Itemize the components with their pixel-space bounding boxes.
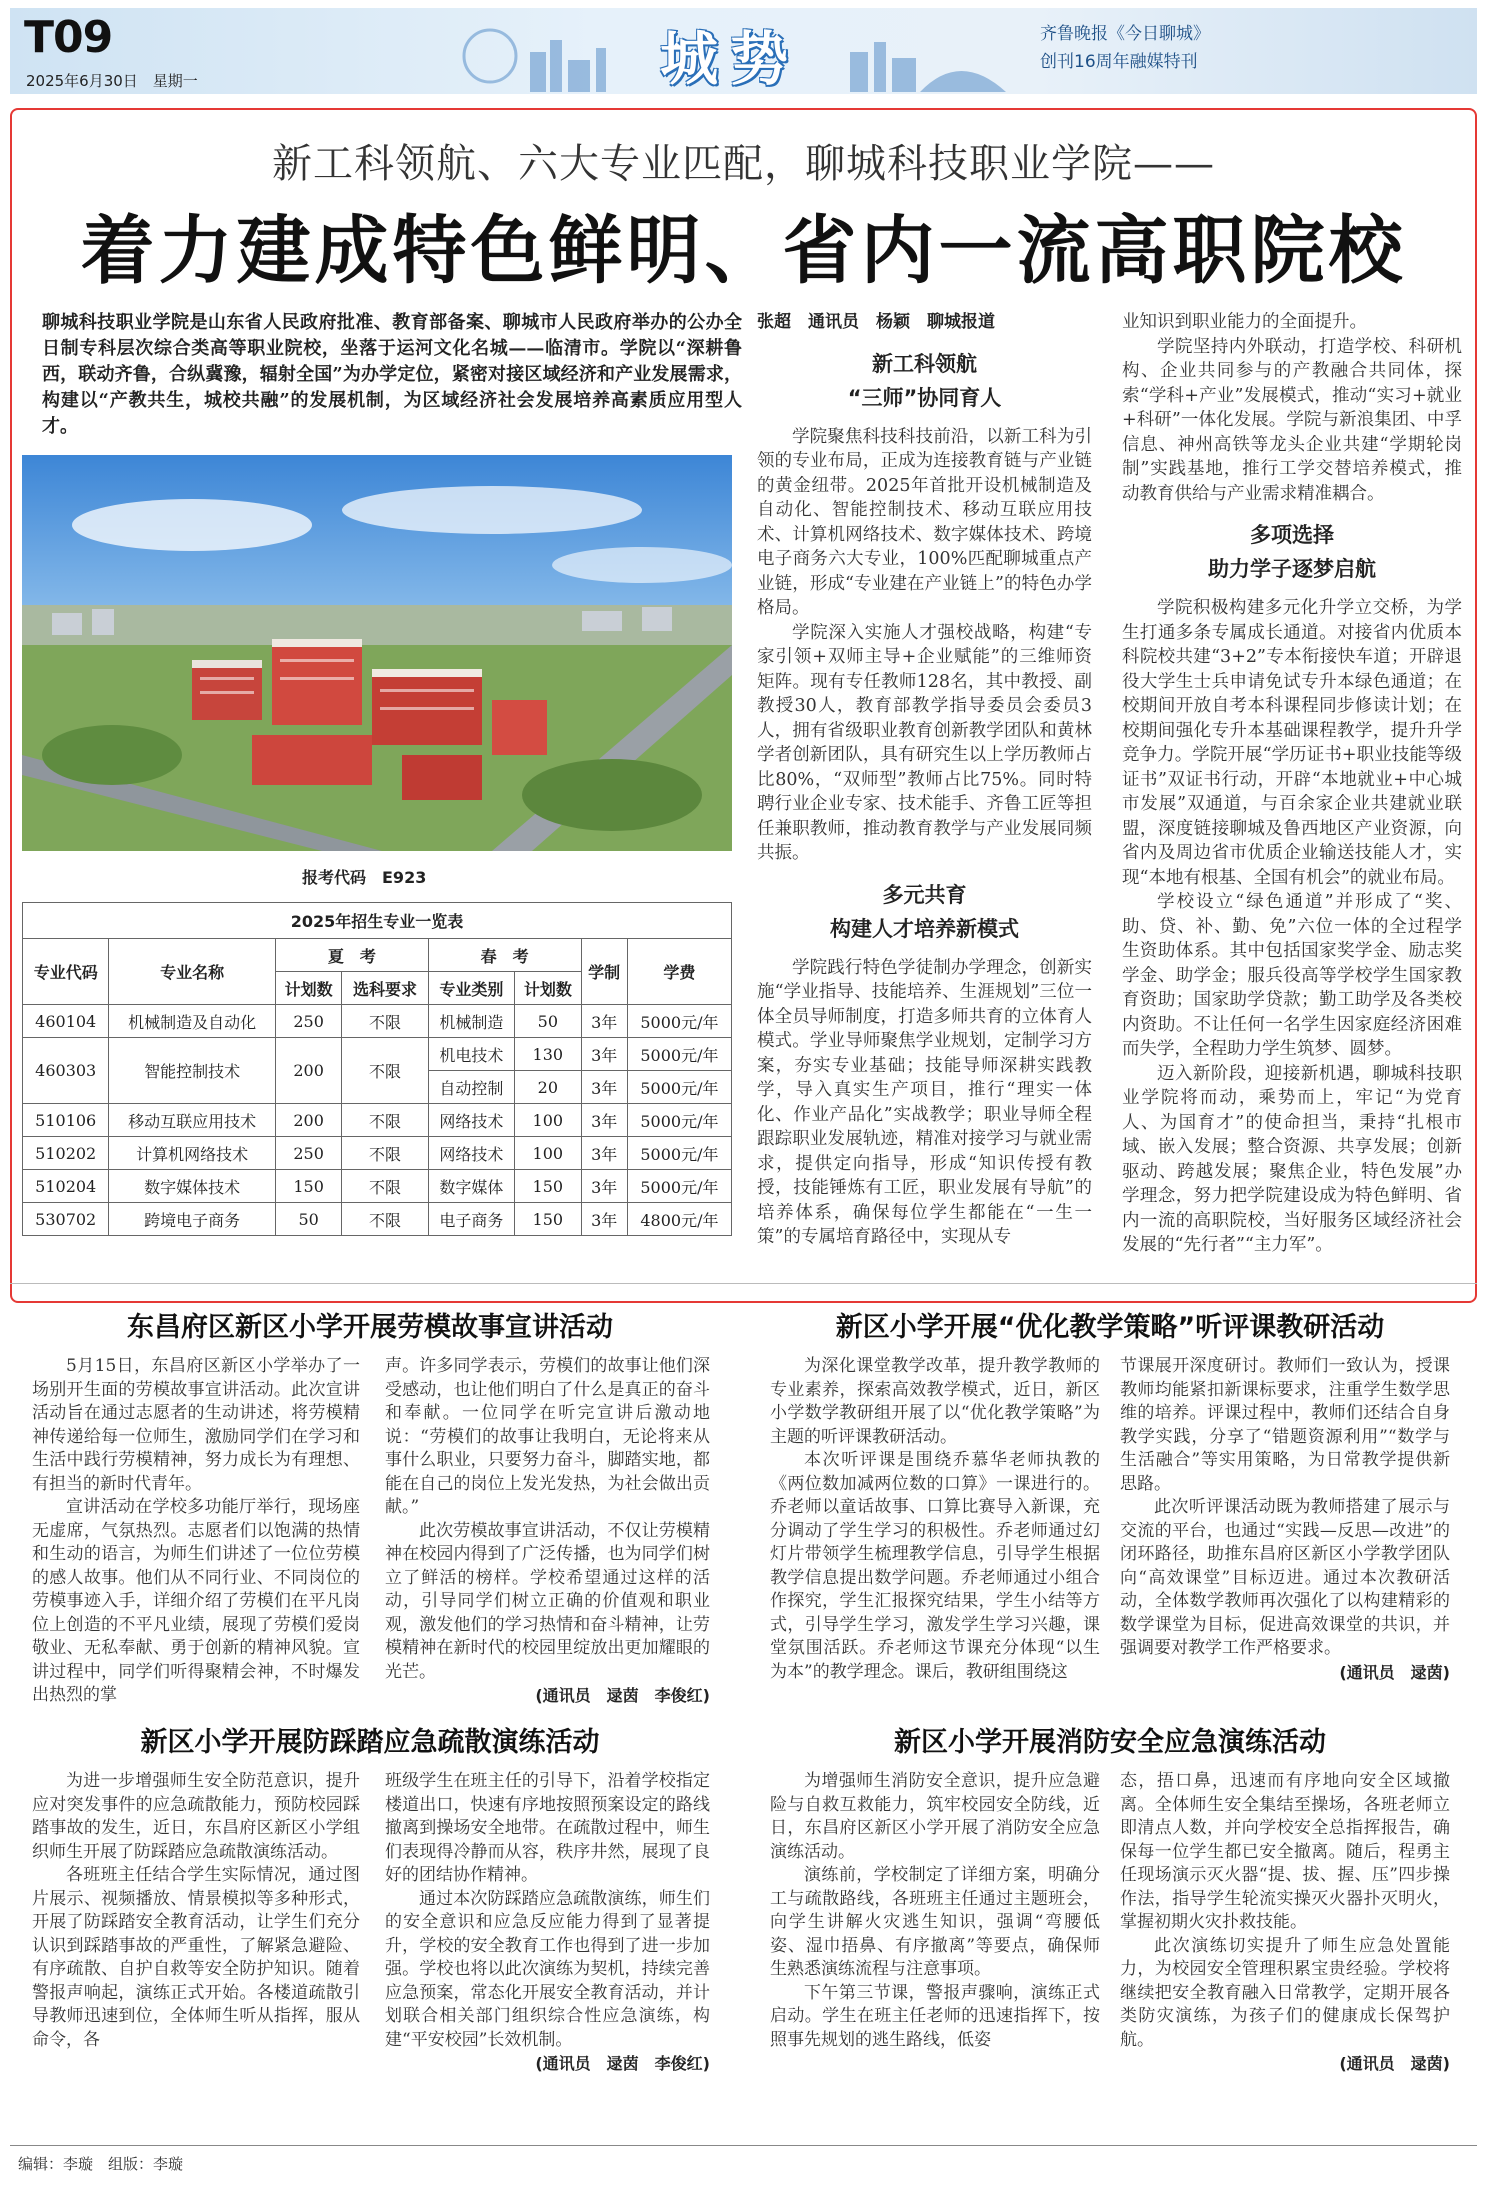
cell-cplan: 100 — [515, 1104, 581, 1137]
cell-req: 不限 — [342, 1137, 428, 1170]
cell-cat: 机械制造 — [428, 1005, 514, 1038]
article-1-col-2 — [385, 1355, 710, 1708]
table-row — [23, 1170, 732, 1203]
cell-xplan: 50 — [275, 1203, 341, 1236]
cell-xplan: 200 — [275, 1104, 341, 1137]
paragraph: 此次演练切实提升了师生应急处置能力，为校园安全管理积累宝贵经验。学校将继续把安全教育融入日常教学，定期开展各类防灾演练，为孩子们的健康成长保驾护航。 — [1120, 1935, 1450, 2050]
section-heading-2 — [757, 878, 1092, 946]
paragraph: 学院聚焦科技科技前沿，以新工科为引领的专业布局，正成为连接教育链与产业链的黄金纽带。2025年首批开设机械制造及自动化、智能控制技术、移动互联应用技术、计算机网络技术、数字媒体技术、跨境电子商务六大专业，100%匹配聊城重点产业链，形成“专业建在产业链上”的特色办学格局。 — [757, 426, 1092, 618]
table-caption: 2025年招生专业一览表 — [23, 903, 732, 939]
cell-req: 不限 — [342, 1203, 428, 1236]
feature-lead: 聊城科技职业学院是山东省人民政府批准、教育部备案、聊城市人民政府举办的公办全日制专科层次综合类高等职业院校，坐落于运河文化名城——临清市。学院以“深耕鲁西，联动齐鲁，合纵冀豫，辐射全国”为办学定位，紧密对接区域经济和产业发展需求，构建以“产教共生，城校共融”的发展机制，为区域经济社会发展培养高素质应用型人才。 — [42, 312, 742, 437]
feature-byline: 张超 通讯员 杨颖 聊城报道 — [757, 312, 995, 332]
cell-code: 510204 — [23, 1170, 109, 1203]
paragraph: 为增强师生消防安全意识，提升应急避险与自救互救能力，筑牢校园安全防线，近日，东昌府区新区小学开展了消防安全应急演练活动。 — [770, 1771, 1100, 1862]
paragraph: 态，捂口鼻，迅速而有序地向安全区域撤离。全体师生安全集结至操场，各班老师立即清点人数，并向学校安全总指挥报告，确保每一位学生都已安全撤离。随后，程勇主任现场演示灭火器“提、拔、握、压”四步操作法，指导学生轮流实操灭火器扑灭明火，掌握初期火灾扑救技能。 — [1120, 1771, 1450, 1932]
article-1-col-1 — [32, 1355, 360, 1708]
cell-xplan: 200 — [275, 1038, 341, 1104]
feature-article — [10, 108, 1477, 1303]
cell-cplan: 150 — [515, 1203, 581, 1236]
cell-fee: 5000元/年 — [627, 1005, 731, 1038]
table-row — [23, 1104, 732, 1137]
cell-fee: 5000元/年 — [627, 1104, 731, 1137]
paragraph: 学院积极构建多元化升学立交桥，为学生打通多条专属成长通道。对接省内优质本科院校共建“3+2”专本衔接快车道；开辟退役大学生士兵申请免试专升本绿色通道；在校期间开放自考本科课程同步修读计划；在校期间强化专升本基础课程教学，提升升学竞争力。学院开展“学历证书+职业技能等级证书”双证书行动，开辟“本地就业+中心城市发展”双通道，与百余家企业共建就业联盟，深度链接聊城及鲁西地区产业资源，向省内及周边省市优质企业输送技能人才，实现“本地有根基、全国有机会”的就业布局。 — [1122, 598, 1462, 888]
article-4-signature: (通讯员 逯茵) — [1339, 2054, 1450, 2073]
page-number: T09 — [24, 12, 113, 63]
paragraph: 学院坚持内外联动，打造学校、科研机构、企业共同参与的产教融合共同体，探索“学科+产业”发展模式，推动“实习+就业+科研”一体化发展。学院与新浪集团、中孚信息、神州高铁等龙头企业共建“学期轮岗制”实践基地，推行工学交替培养模式，推动教育供给与产业需求精准耦合。 — [1122, 336, 1462, 504]
cell-req: 不限 — [342, 1104, 428, 1137]
table-row — [23, 1203, 732, 1236]
paragraph: 为深化课堂教学改革，提升教学教师的专业素养，探索高效教学模式，近日，新区小学数学教研组开展了以“优化教学策略”为主题的听评课教研活动。 — [770, 1356, 1100, 1447]
enrollment-code: 报考代码 E923 — [302, 868, 427, 887]
cell-fee: 5000元/年 — [627, 1038, 731, 1071]
section-heading-1-line1: 新工科领航 — [872, 351, 977, 376]
cell-code: 530702 — [23, 1203, 109, 1236]
col-header-plan: 计划数 — [275, 972, 341, 1005]
article-2-col-1 — [770, 1355, 1100, 1684]
section-heading-2-line1: 多元共育 — [882, 882, 967, 907]
paragraph: 为进一步增强师生安全防范意识，提升应对突发事件的应急疏散能力，预防校园踩踏事故的发生，近日，东昌府区新区小学组织师生开展了防踩踏应急疏散演练活动。 — [32, 1771, 360, 1862]
cell-xplan: 250 — [275, 1005, 341, 1038]
paragraph: 学校设立“绿色通道”并形成了“奖、助、贷、补、勤、免”六位一体的全过程学生资助体系。其中包括国家奖学金、励志奖学金、助学金；服兵役高等学校学生国家教育资助；国家助学贷款；勤工助学及各类校内资助。不让任何一名学生因家庭经济困难而失学，全程助力学生筑梦、圆梦。 — [1122, 892, 1462, 1059]
paragraph: 此次听评课活动既为教师搭建了展示与交流的平台，也通过“实践—反思—改进”的闭环路径，助推东昌府区新区小学教学团队向“高效课堂”目标迈进。通过本次教研活动，全体数学教师再次强化了以构建精彩的数学课堂为目标，促进高效课堂的共识，并强调要对教学工作严格要求。 — [1120, 1497, 1450, 1658]
cell-code: 460104 — [23, 1005, 109, 1038]
campus-aerial-photo — [22, 455, 732, 851]
paragraph: 各班班主任结合学生实际情况，通过图片展示、视频播放、情景模拟等多种形式，开展了防踩踏安全教育活动，让学生们充分认识到踩踏事故的严重性，了解紧急避险、有序疏散、自护自救等安全防护知识。随着警报声响起，演练正式开始。各楼道疏散引导教师迅速到位，全体师生听从指挥，服从命令，各 — [32, 1865, 360, 2050]
article-3-col-2 — [385, 1770, 710, 2076]
article-1-signature: (通讯员 逯茵 李俊红) — [535, 1686, 710, 1705]
cell-cat: 电子商务 — [428, 1203, 514, 1236]
col-header-name: 专业名称 — [109, 939, 276, 1005]
paragraph: 演练前，学校制定了详细方案，明确分工与疏散路线，各班班主任通过主题班会，向学生讲解火灾逃生知识，强调“弯腰低姿、湿巾捂鼻、有序撤离”等要点，确保师生熟悉演练流程与注意事项。 — [770, 1865, 1100, 1979]
section-heading-2-line2: 构建人才培养新模式 — [830, 916, 1019, 941]
paragraph: 学院深入实施人才强校战略，构建“专家引领+双师主导+企业赋能”的三维师资矩阵。现有专任教师128名，其中教授、副教授30人，教育部教学指导委员会委员3人，拥有省级职业教育创新教学团队和黄林学者创新团队，具有研究生以上学历教师占比80%，“双师型”教师占比75%。同时特聘行业企业专家、技术能手、齐鲁工匠等担任兼职教师，推动教育教学与产业发展同频共振。 — [757, 622, 1092, 863]
cell-fee: 5000元/年 — [627, 1137, 731, 1170]
cell-req: 不限 — [342, 1005, 428, 1038]
paragraph: 业知识到职业能力的全面提升。 — [1122, 312, 1367, 332]
cell-code: 510106 — [23, 1104, 109, 1137]
cell-cplan: 20 — [515, 1071, 581, 1104]
cell-name: 机械制造及自动化 — [109, 1005, 276, 1038]
col-header-cat: 专业类别 — [428, 972, 514, 1005]
paper-info — [1040, 20, 1210, 76]
paragraph: 节课展开深度研讨。教师们一致认为，授课教师均能紧扣新课标要求，注重学生数学思维的培养。评课过程中，教师们还结合自身教学实践，分享了“错题资源利用”“数学与生活融合”等实用策略，为日常教学提供新思路。 — [1120, 1356, 1450, 1494]
enrollment-table — [22, 902, 732, 1236]
table-row — [23, 1038, 732, 1071]
feature-headline: 着力建成特色鲜明、省内一流高职院校 — [80, 208, 1407, 294]
cell-xplan: 250 — [275, 1137, 341, 1170]
cell-fee: 5000元/年 — [627, 1071, 731, 1104]
section-heading-3-line1: 多项选择 — [1250, 523, 1334, 547]
article-4-col-1 — [770, 1770, 1100, 2052]
col-header-fee: 学费 — [627, 939, 731, 1005]
paragraph: 此次劳模故事宣讲活动，不仅让劳模精神在校园内得到了广泛传播，也为同学们树立了鲜活的榜样。学校希望通过这样的活动，引导同学们树立正确的价值观和职业观，激发他们的学习热情和奋斗精神，让劳模精神在新时代的校园里绽放出更加耀眼的光芒。 — [385, 1520, 710, 1682]
feature-column-3 — [1122, 310, 1462, 1258]
cell-cplan: 150 — [515, 1170, 581, 1203]
cell-cplan: 130 — [515, 1038, 581, 1071]
cell-years: 3年 — [581, 1038, 627, 1071]
cell-name: 数字媒体技术 — [109, 1170, 276, 1203]
article-3-signature: (通讯员 逯茵 李俊红) — [535, 2054, 710, 2073]
paragraph: 5月15日，东昌府区新区小学举办了一场别开生面的劳模故事宣讲活动。此次宣讲活动旨在通过志愿者的生动讲述，将劳模精神传递给每一位师生，激励同学们在学习和生活中践行劳模精神，努力成长为有理想、有担当的新时代青年。 — [32, 1356, 360, 1494]
col-header-plan2: 计划数 — [515, 972, 581, 1005]
cell-years: 3年 — [581, 1071, 627, 1104]
cell-name: 跨境电子商务 — [109, 1203, 276, 1236]
cell-years: 3年 — [581, 1005, 627, 1038]
col-header-xia: 夏 考 — [275, 939, 428, 972]
article-1-title: 东昌府区新区小学开展劳模故事宣讲活动 — [127, 1312, 613, 1343]
cell-cplan: 100 — [515, 1137, 581, 1170]
article-2-title: 新区小学开展“优化教学策略”听评课教研活动 — [835, 1312, 1385, 1343]
paragraph: 学院践行特色学徒制办学理念，创新实施“学业指导、技能培养、生涯规划”三位一体全员导师制度，打造多师共育的立体育人模式。学业导师聚焦学业规划，定制学习方案，夯实专业基础；技能导师深耕实践教学，导入真实生产项目，推行“理实一体化、作业产品化”实战教学；职业导师全程跟踪职业发展轨迹，精准对接学习与就业需求，提供定向指导，形成“知识传授有教授，技能锤炼有工匠，职业发展有导航”的培养体系，确保每位学生都能在“一生一策”的专属培育路径中，实现从专 — [757, 957, 1092, 1247]
col-header-req: 选科要求 — [342, 972, 428, 1005]
feature-kicker: 新工科领航、六大专业匹配，聊城科技职业学院—— — [272, 141, 1215, 187]
cell-years: 3年 — [581, 1170, 627, 1203]
section-heading-3-line2: 助力学子逐梦启航 — [1208, 557, 1376, 581]
cell-req: 不限 — [342, 1170, 428, 1203]
paper-special: 创刊16周年融媒特刊 — [1040, 52, 1198, 72]
paragraph: 通过本次防踩踏应急疏散演练，师生们的安全意识和应急反应能力得到了显著提升，学校的安全教育工作也得到了进一步加强。学校也将以此次演练为契机，持续完善应急预案，常态化开展安全教育活动，并计划联合相关部门组织综合性应急演练，构建“平安校园”长效机制。 — [385, 1888, 710, 2050]
section-heading-3 — [1122, 518, 1462, 586]
col-header-chun: 春 考 — [428, 939, 581, 972]
table-row — [23, 1137, 732, 1170]
col-header-years: 学制 — [581, 939, 627, 1005]
cell-cat: 网络技术 — [428, 1104, 514, 1137]
cell-years: 3年 — [581, 1137, 627, 1170]
cell-name: 智能控制技术 — [109, 1038, 276, 1104]
paragraph: 声。许多同学表示，劳模们的故事让他们深受感动，也让他们明白了什么是真正的奋斗和奉献。一位同学在听完宣讲后激动地说：“劳模们的故事让我明白，无论将来从事什么职业，只要努力奋斗，脚踏实地，都能在自己的岗位上发光发热，为社会做出贡献。” — [385, 1356, 710, 1517]
article-3-title: 新区小学开展防踩踏应急疏散演练活动 — [140, 1727, 600, 1758]
paragraph: 迈入新阶段，迎接新机遇，聊城科技职业学院将而动，乘势而上，牢记“为党育人、为国育才”的使命担当，秉持“扎根市域、嵌入发展；整合资源、共享发展；创新驱动、跨越发展；聚焦企业，特色发展”办学理念，努力把学院建设成为特色鲜明、省内一流的高职院校，当好服务区域经济社会发展的“先行者”“主力军”。 — [1122, 1063, 1462, 1255]
cell-name: 计算机网络技术 — [109, 1137, 276, 1170]
cell-years: 3年 — [581, 1104, 627, 1137]
section-heading-1 — [757, 347, 1092, 415]
cell-cat: 网络技术 — [428, 1137, 514, 1170]
article-2-signature: (通讯员 逯茵) — [1339, 1662, 1450, 1682]
article-4-title: 新区小学开展消防安全应急演练活动 — [894, 1727, 1326, 1758]
paragraph: 下午第三节课，警报声骤响，演练正式启动。学生在班主任老师的迅速指挥下，按照事先规划的逃生路线，低姿 — [770, 1982, 1100, 2050]
cell-cat: 自动控制 — [428, 1071, 514, 1104]
cell-code: 460303 — [23, 1038, 109, 1104]
article-4-col-2 — [1120, 1770, 1450, 2076]
cell-cplan: 50 — [515, 1005, 581, 1038]
col-header-code: 专业代码 — [23, 939, 109, 1005]
issue-date: 2025年6月30日 星期一 — [26, 72, 198, 90]
editor-credit: 编辑：李璇 组版：李璇 — [18, 2155, 184, 2173]
masthead — [10, 8, 1477, 94]
paragraph: 班级学生在班主任的引导下，沿着学校指定楼道出口，快速有序地按照预案设定的路线撤离到操场安全地带。在疏散过程中，师生们表现得冷静而从容，秩序井然，展现了良好的团结协作精神。 — [385, 1771, 710, 1885]
table-row — [23, 1005, 732, 1038]
cell-code: 510202 — [23, 1137, 109, 1170]
section-heading-1-line2: “三师”协同育人 — [847, 385, 1002, 410]
footer-divider — [10, 2145, 1477, 2146]
cell-xplan: 150 — [275, 1170, 341, 1203]
section-title: 城势 — [660, 25, 801, 93]
cell-fee: 4800元/年 — [627, 1203, 731, 1236]
cell-fee: 5000元/年 — [627, 1170, 731, 1203]
cell-req: 不限 — [342, 1038, 428, 1104]
feature-column-2 — [757, 310, 1092, 1250]
cell-name: 移动互联应用技术 — [109, 1104, 276, 1137]
article-2-col-2 — [1120, 1355, 1450, 1684]
paper-name: 齐鲁晚报《今日聊城》 — [1040, 24, 1210, 44]
paragraph: 本次听评课是围绕乔慕华老师执教的《两位数加减两位数的口算》一课进行的。乔老师以童话故事、口算比赛导入新课，充分调动了学生学习的积极性。乔老师通过幻灯片带领学生梳理教学信息，引导学生根据教学信息提出数学问题。乔老师通过小组合作探究，学生汇报探究结果，学生小结等方式，引导学生学习，激发学生学习兴趣，课堂氛围活跃。乔老师这节课充分体现“以生为本”的教学理念。课后，教研组围绕这 — [770, 1450, 1100, 1682]
article-3-col-1 — [32, 1770, 360, 2052]
cell-cat: 数字媒体 — [428, 1170, 514, 1203]
cell-years: 3年 — [581, 1203, 627, 1236]
paragraph: 宣讲活动在学校多功能厅举行，现场座无虚席，气氛热烈。志愿者们以饱满的热情和生动的语言，为师生们讲述了一位位劳模的感人故事。他们从不同行业、不同岗位的劳模事迹入手，详细介绍了劳模们在平凡岗位上创造的不平凡业绩，展现了劳模们爱岗敬业、无私奉献、勇于创新的精神风貌。宣讲过程中，同学们听得聚精会神，不时爆发出热烈的掌 — [32, 1497, 360, 1705]
cell-cat: 机电技术 — [428, 1038, 514, 1071]
